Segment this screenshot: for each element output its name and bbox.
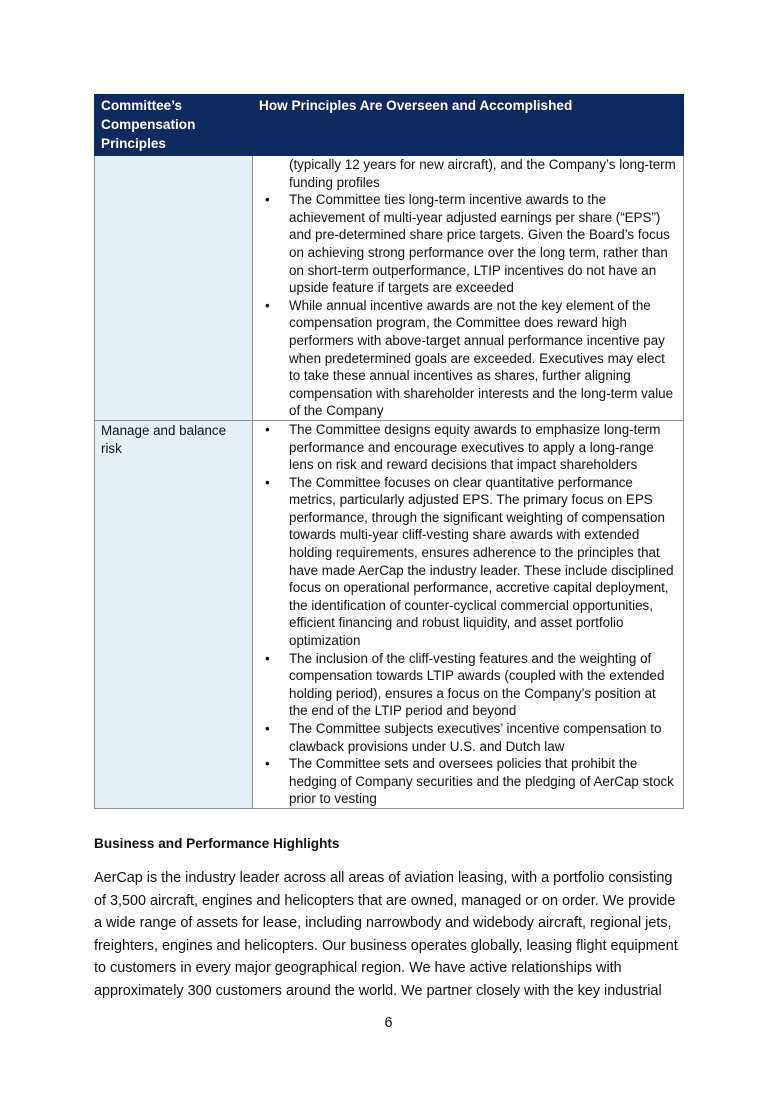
table-row xyxy=(95,156,684,421)
section-paragraph: AerCap is the industry leader across all areas of aviation leasing, with a portfolio consisting of 3,500 aircraft, engines and helicopters that are owned, managed or on order. We provide a wide range of assets for lease, including narrowbody and widebody aircraft, regional jets, freighters, engines and helicopters. Our business operates globally, leasing flight equipment to customers in every major geographical region. We have active relationships with approximately 300 customers around the world. We partner closely with the key industrial xyxy=(94,870,678,999)
bullet-text: The Committee designs equity awards to emphasize long-term performance and encourage executives to apply a long-range lens on risk and reward decisions that impact shareholders xyxy=(289,421,661,473)
table-header-row xyxy=(95,95,684,156)
list-item xyxy=(259,297,677,420)
bullet-icon: • xyxy=(265,192,270,208)
bullet-list xyxy=(259,421,677,808)
continued-text: (typically 12 years for new aircraft), and the Company’s long-term funding profiles xyxy=(289,157,676,190)
list-item xyxy=(259,720,677,755)
bullet-text: The inclusion of the cliff-vesting features and the weighting of compensation towards LTIP awards (coupled with the extended holding period), ensures a focus on the Company’s position at the end of the LTIP period and beyond xyxy=(289,650,665,719)
bullet-text: The Committee sets and oversees policies that prohibit the hedging of Company securities and the pledging of AerCap stock prior to vesting xyxy=(289,756,674,807)
list-item xyxy=(259,650,677,720)
bullet-text: The Committee ties long-term incentive awards to the achievement of multi-year adjusted earnings per share (“EPS”) and pre-determined share price targets. Given the Board’s focus on achieving strong performance over the long term, rather than on short-term outperformance, LTIP incentives do not have an upside feature if targets are exceeded xyxy=(289,192,670,296)
page-number: 6 xyxy=(384,1015,393,1031)
principle-label-cell: Manage and balance risk xyxy=(95,420,253,808)
compensation-principles-table xyxy=(94,94,684,809)
bullet-icon: • xyxy=(265,421,270,437)
principle-label-cell xyxy=(95,156,253,421)
bullet-icon: • xyxy=(265,474,270,490)
oversight-cell xyxy=(253,420,684,808)
section-heading: Business and Performance Highlights xyxy=(94,836,340,851)
bullet-icon: • xyxy=(265,721,270,736)
column-header-principles: Committee’s Compensation Principles xyxy=(95,95,253,156)
table-row xyxy=(95,420,684,808)
bullet-icon: • xyxy=(265,756,270,772)
bullet-list xyxy=(259,191,677,420)
bullet-text: The Committee focuses on clear quantitative performance metrics, particularly adjusted EPS. The primary focus on EPS performance, through the significant weighting of compensation towards multi-year cliff-vesting share awards with extended holding requirements, ensures adherence to the principles that have made AerCap the industry leader. These include disciplined focus on operational performance, accretive capital deployment, the identification of counter-cyclical commercial opportunities, efficient financing and robust liquidity, and asset portfolio optimization xyxy=(289,474,674,649)
oversight-cell xyxy=(253,156,684,421)
bullet-text: While annual incentive awards are not the key element of the compensation program, the Committee does reward high performers with above-target annual performance incentive pay when predetermined goals are exceeded. Executives may elect to take these annual incentives as shares, further aligning compensation with shareholder interests and the long-term value of the Company xyxy=(289,297,674,419)
bullet-icon: • xyxy=(265,650,270,666)
bullet-text: The Committee subjects executives’ incentive compensation to clawback provisions under U.S. and Dutch law xyxy=(289,721,662,754)
list-item xyxy=(259,191,677,297)
list-item xyxy=(259,421,677,474)
list-item xyxy=(259,755,677,808)
column-header-oversight: How Principles Are Overseen and Accomplished xyxy=(253,95,684,156)
list-item xyxy=(259,474,677,650)
bullet-icon: • xyxy=(265,297,270,313)
